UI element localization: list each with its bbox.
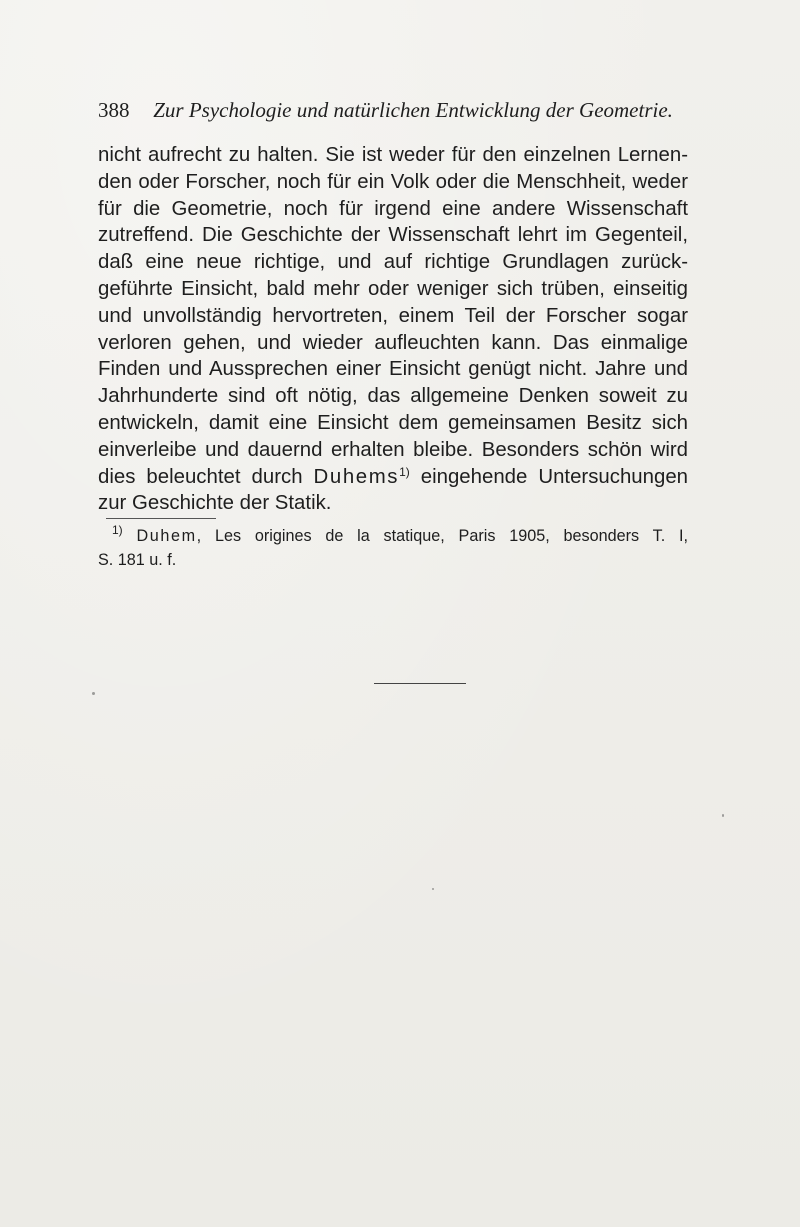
footnote-mark: 1) xyxy=(112,523,123,537)
page-header xyxy=(98,95,698,125)
body-line: geführte Einsicht, bald mehr oder weniger sich trüben, einseitig xyxy=(98,277,688,300)
body-line: Finden und Aussprechen einer Einsicht genügt nicht. Jahre und xyxy=(98,358,688,381)
body-line: verloren gehen, und wieder aufleuchten kann. Das einmalige xyxy=(98,331,688,354)
footnote-divider xyxy=(106,518,216,519)
running-title: Zur Psychologie und natürlichen Entwicklung der Geometrie. xyxy=(153,98,673,122)
body-line: zur Geschichte der Statik. xyxy=(98,492,332,515)
paper-speck xyxy=(432,888,434,890)
body-line-with-footnote-ref xyxy=(98,464,688,491)
footnote-text: , Les origines de la statique, Paris 1905, besonders T. I, xyxy=(196,527,689,545)
footnote xyxy=(98,524,688,572)
footnote-reference: 1) xyxy=(399,464,410,479)
body-line: den oder Forscher, noch für ein Volk oder die Menschheit, weder xyxy=(98,170,688,193)
page-number: 388 xyxy=(98,98,130,122)
paper-speck xyxy=(92,692,95,695)
body-line: für die Geometrie, noch für irgend eine andere Wissenschaft xyxy=(98,197,688,220)
body-text-segment: eingehende Untersuchungen xyxy=(409,465,688,488)
footnote-line xyxy=(98,524,688,548)
body-line: daß eine neue richtige, und auf richtige Grundlagen zurück- xyxy=(98,251,688,274)
paper-speck xyxy=(722,814,724,817)
body-line: entwickeln, damit eine Einsicht dem gemeinsamen Besitz sich xyxy=(98,411,688,434)
body-line: nicht aufrecht zu halten. Sie ist weder für den einzelnen Lernen- xyxy=(98,144,688,166)
body-line: und unvollständig hervortreten, einem Teil der Forscher sogar xyxy=(98,304,688,327)
body-line: Jahrhunderte sind oft nötig, das allgemeine Denken soweit zu xyxy=(98,385,688,408)
footnote-line: S. 181 u. f. xyxy=(98,551,177,569)
footnote-author: Duhem xyxy=(136,527,197,545)
body-text-segment: dies beleuchtet durch xyxy=(98,465,314,488)
body-line: einverleibe und dauernd erhalten bleibe. Besonders schön wird xyxy=(98,438,688,461)
cited-author-name: Duhems xyxy=(313,465,400,488)
end-of-text-rule xyxy=(374,683,466,684)
body-paragraph xyxy=(98,142,688,517)
body-line: zutreffend. Die Geschichte der Wissenschaft lehrt im Gegenteil, xyxy=(98,224,688,247)
